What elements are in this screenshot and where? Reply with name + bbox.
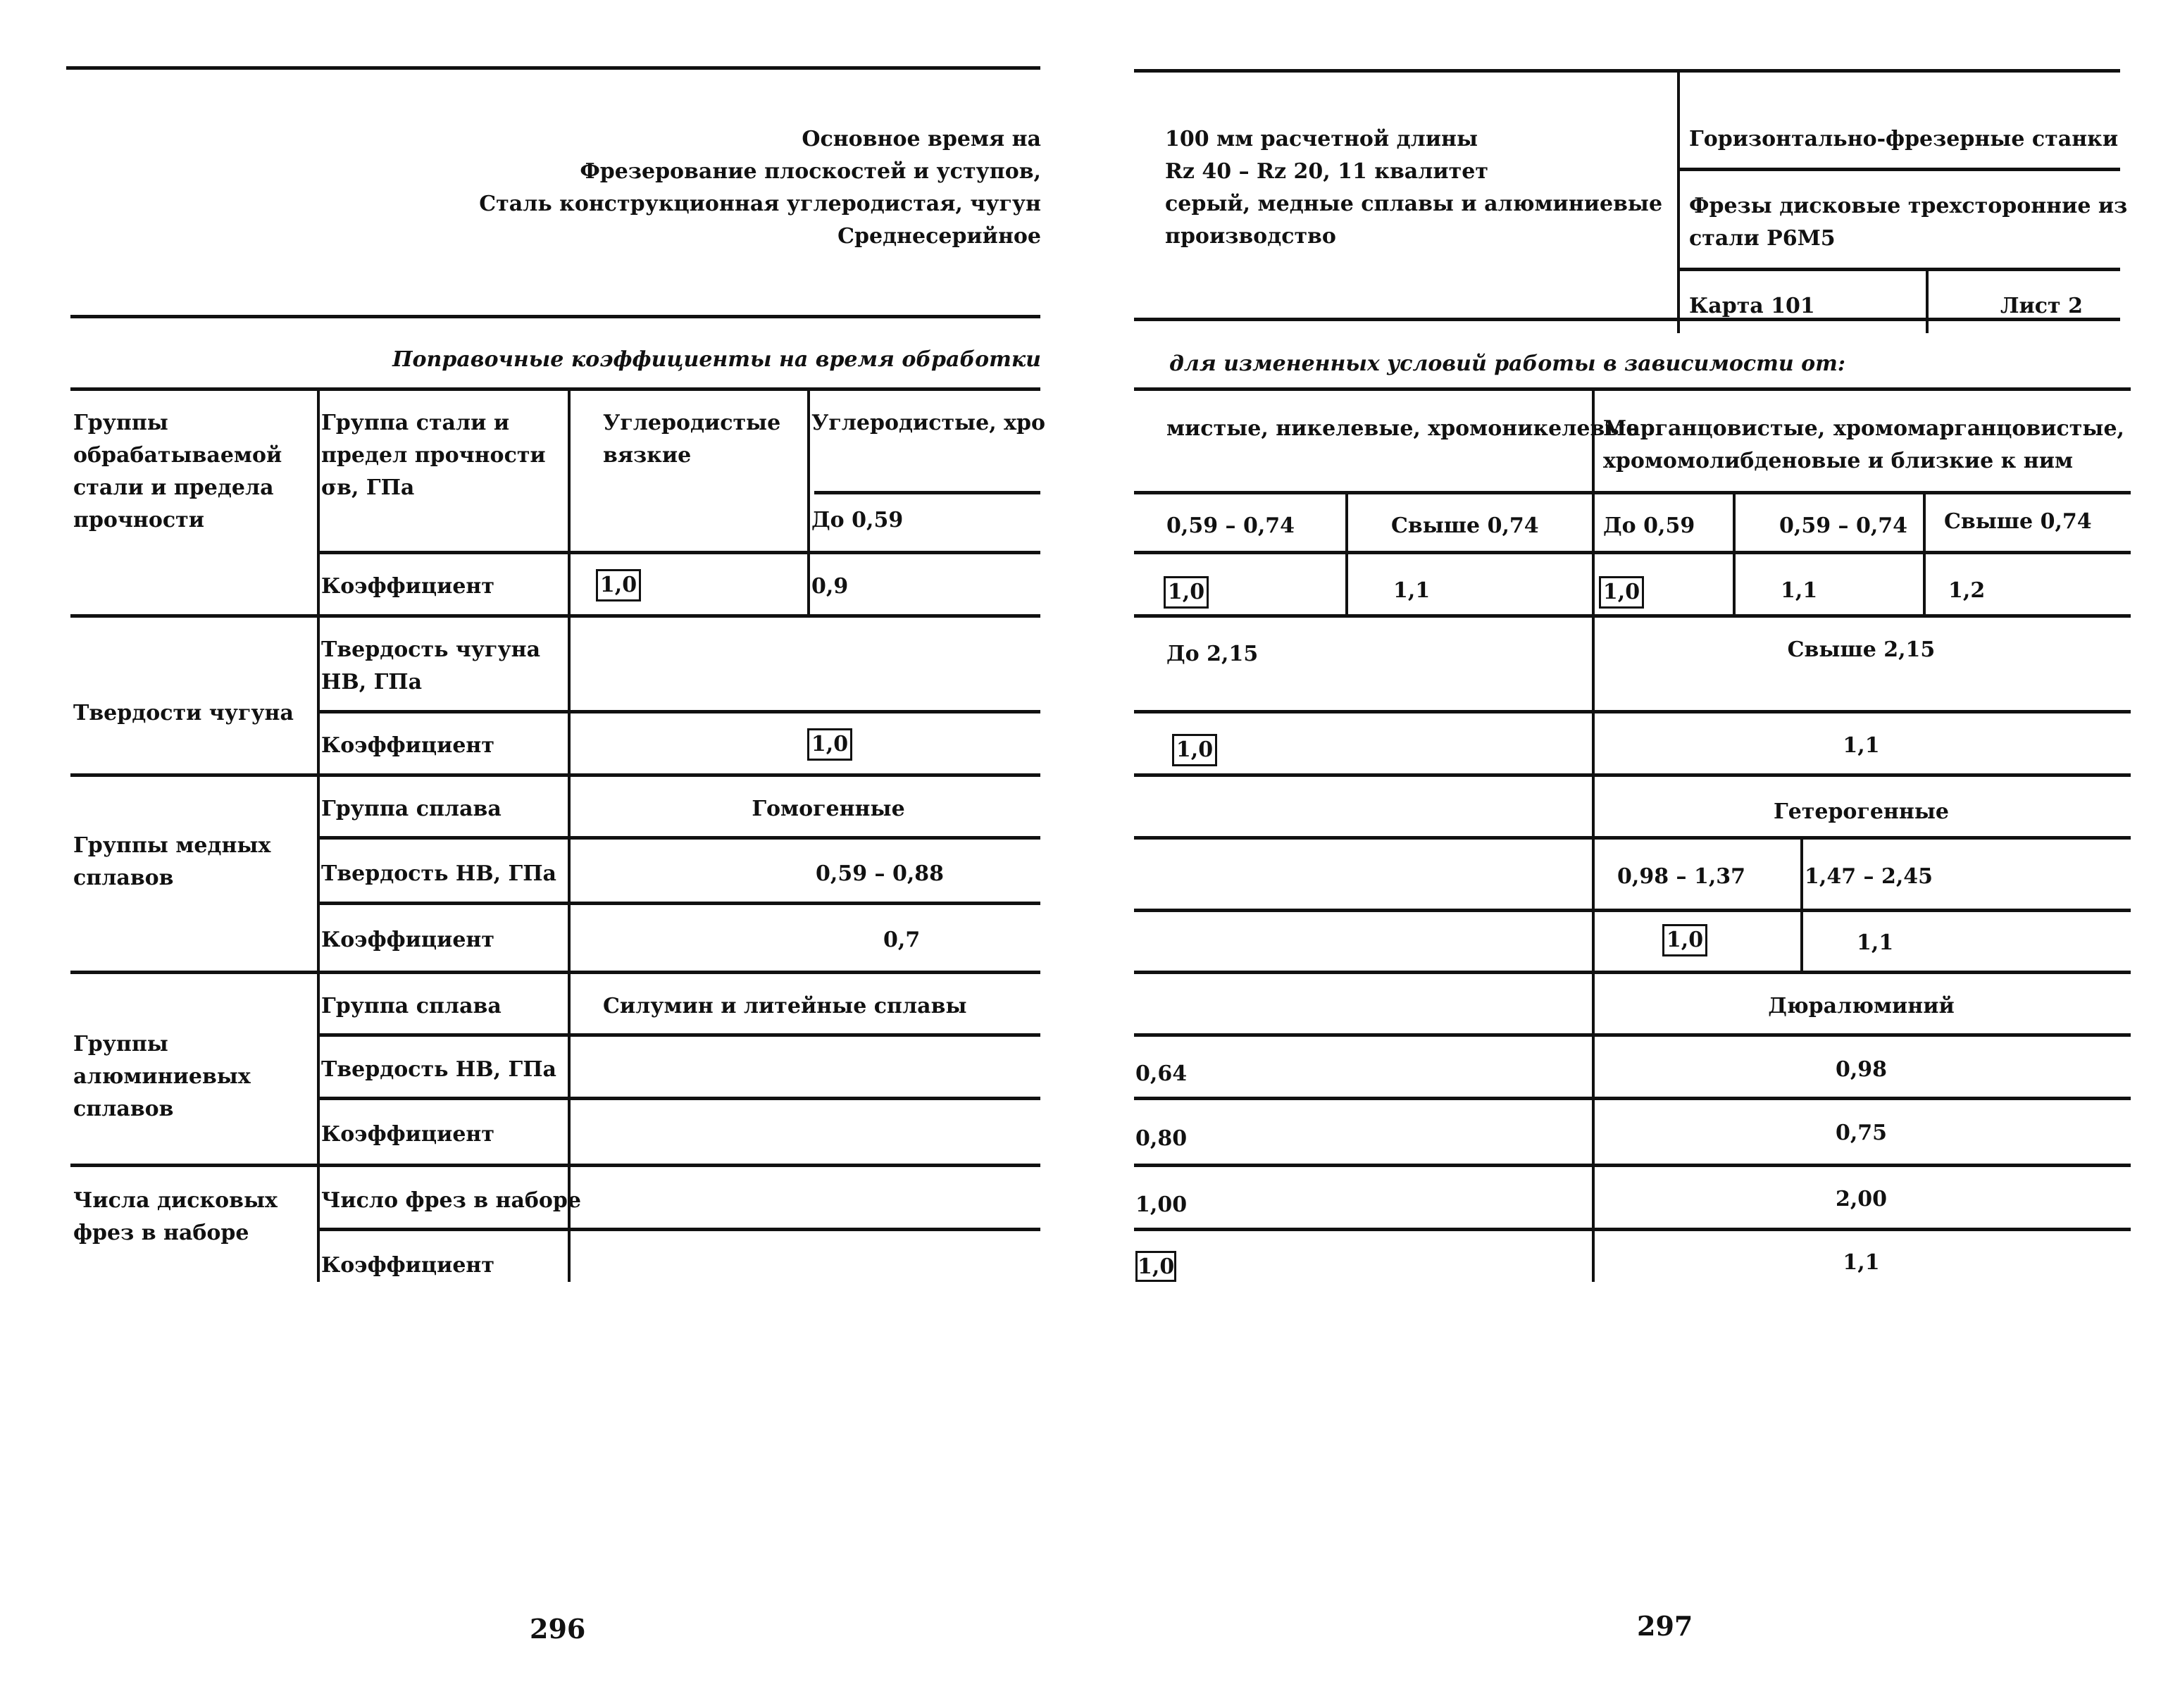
steel-group-label: Группы обрабатываемой стали и предела прочности <box>73 411 282 532</box>
rule <box>1800 836 1803 971</box>
coef-label: Коэффициент <box>321 1253 494 1278</box>
steel-range: Свыше 0,74 <box>1944 509 2092 534</box>
rule <box>1677 69 1680 333</box>
steel-range: 0,59 – 0,74 <box>1779 513 1908 538</box>
rule <box>66 66 1040 70</box>
steel-param-label: Группа стали и предел прочности σв, ГПа <box>321 411 546 500</box>
header-line: 100 мм расчетной длины <box>1165 127 1478 151</box>
header-line: Основное время на <box>802 127 1041 151</box>
rule <box>1134 69 2120 73</box>
coef-label: Коэффициент <box>321 1122 494 1147</box>
rule <box>1134 1228 2131 1231</box>
aluminum-silumin: Силумин и литейные сплавы <box>603 994 967 1018</box>
steel-coef: 0,9 <box>811 574 849 599</box>
rule <box>1134 836 2131 840</box>
machine-type: Горизонтально-фрезерные станки <box>1689 127 2119 151</box>
coef-label: Коэффициент <box>321 928 494 952</box>
caption-left: Поправочные коэффициенты на время обработки <box>392 347 1041 372</box>
rule <box>317 902 1040 905</box>
rule <box>70 1164 1040 1167</box>
rule <box>1134 1033 2131 1037</box>
aluminum-duralumin: Дюралюминий <box>1768 994 1955 1018</box>
aluminum-group-label: Группы алюминиевых сплавов <box>73 1032 251 1121</box>
iron-coef: 1,1 <box>1843 733 1880 758</box>
copper-alloy-label: Группа сплава <box>321 797 502 821</box>
boxed-coef: 1,0 <box>1172 734 1217 766</box>
rule <box>1134 710 2131 713</box>
rule <box>1134 1097 2131 1100</box>
caption-right: для измененных условий работы в зависимости от: <box>1169 351 1845 376</box>
iron-range: До 2,15 <box>1166 642 1259 666</box>
rule <box>70 387 1040 391</box>
coef-label: Коэффициент <box>321 733 494 758</box>
rule <box>807 387 810 614</box>
rule <box>317 710 1040 713</box>
rule <box>1134 1164 2131 1167</box>
manganese-label: Марганцовистые, хромомарганцовистые, хромомолибденовые и близкие к ним <box>1603 416 2124 473</box>
copper-coef: 1,1 <box>1857 930 1894 955</box>
rule <box>1733 491 1736 614</box>
cutters-count: 2,00 <box>1835 1187 1888 1211</box>
aluminum-hardness: 0,98 <box>1835 1057 1888 1082</box>
carbon-chrome-label: Углеродистые, хро <box>811 411 1045 435</box>
header-line: Сталь конструкционная углеродистая, чугун <box>479 192 1041 216</box>
rule <box>70 614 1040 618</box>
page-number: 297 <box>1637 1610 1693 1642</box>
copper-hardness-label: Твердость НВ, ГПа <box>321 861 556 886</box>
rule <box>1923 491 1926 614</box>
card-number: Карта 101 <box>1689 294 1815 318</box>
header-line: Rz 40 – Rz 20, 11 квалитет <box>1165 159 1488 184</box>
header-line: производство <box>1165 224 1336 249</box>
boxed-coef: 1,0 <box>596 569 641 601</box>
copper-hardness: 0,98 – 1,37 <box>1617 864 1746 889</box>
rule <box>70 971 1040 974</box>
rule <box>70 315 1040 318</box>
rule <box>317 551 1040 554</box>
steel-coef: 1,1 <box>1781 578 1818 603</box>
steel-range: До 0,59 <box>811 508 904 532</box>
rule <box>1677 268 2120 271</box>
copper-heterogeneous: Гетерогенные <box>1773 799 1949 824</box>
rule <box>1134 551 2131 554</box>
rule <box>70 773 1040 777</box>
cutters-count-label: Число фрез в наборе <box>321 1188 581 1213</box>
rule <box>1677 168 2120 171</box>
rule <box>1926 268 1929 333</box>
rule <box>1134 387 2131 391</box>
coef-label: Коэффициент <box>321 574 494 599</box>
iron-param-label: Твердость чугуна НВ, ГПа <box>321 637 541 694</box>
cutters-count: 1,00 <box>1135 1192 1188 1217</box>
rule <box>1134 773 2131 777</box>
boxed-coef: 1,0 <box>1662 924 1707 956</box>
rule <box>1134 614 2131 618</box>
rule <box>1134 491 2131 494</box>
rule <box>317 836 1040 840</box>
steel-range: 0,59 – 0,74 <box>1166 513 1295 538</box>
boxed-coef: 1,0 <box>1135 1251 1176 1282</box>
header-line: серый, медные сплавы и алюминиевые <box>1165 192 1663 216</box>
boxed-coef: 1,0 <box>1599 576 1644 609</box>
aluminum-hardness: 0,64 <box>1135 1061 1188 1086</box>
aluminum-coef: 0,80 <box>1135 1126 1188 1151</box>
carbon-viscous-label: Углеродистые вязкие <box>603 411 781 468</box>
copper-coef: 0,7 <box>883 928 921 952</box>
copper-hardness: 0,59 – 0,88 <box>816 861 945 886</box>
header-line: Фрезерование плоскостей и уступов, <box>580 159 1041 184</box>
aluminum-alloy-label: Группа сплава <box>321 994 502 1018</box>
cutters-group-label: Числа дисковых фрез в наборе <box>73 1188 278 1245</box>
copper-homogeneous: Гомогенные <box>752 797 905 821</box>
rule <box>317 1033 1040 1037</box>
rule <box>1134 909 2131 912</box>
boxed-coef: 1,0 <box>1164 576 1209 609</box>
sheet-number: Лист 2 <box>2000 294 2083 318</box>
iron-range: Свыше 2,15 <box>1787 637 1936 662</box>
rule <box>317 1228 1040 1231</box>
rule <box>1134 318 2120 321</box>
steel-range: Свыше 0,74 <box>1391 513 1539 538</box>
cutters-coef: 1,1 <box>1843 1250 1880 1275</box>
tool-line: стали Р6М5 <box>1689 226 1836 251</box>
header-line: Среднесерийное <box>837 224 1041 249</box>
steel-range: До 0,59 <box>1603 513 1695 538</box>
rule <box>814 491 1040 494</box>
rule <box>317 1097 1040 1100</box>
steel-coef: 1,1 <box>1393 578 1431 603</box>
iron-group-label: Твердости чугуна <box>73 701 294 725</box>
rule <box>317 387 320 1282</box>
copper-hardness: 1,47 – 2,45 <box>1805 864 1933 889</box>
boxed-coef: 1,0 <box>807 728 852 761</box>
rule <box>1134 971 2131 974</box>
rule <box>1345 491 1348 614</box>
aluminum-hardness-label: Твердость НВ, ГПа <box>321 1057 556 1082</box>
rule <box>568 387 571 1282</box>
steel-coef: 1,2 <box>1948 578 1986 603</box>
carbon-chrome-cont: мистые, никелевые, хромоникелевые <box>1166 416 1640 441</box>
tool-line: Фрезы дисковые трехсторонние из <box>1689 194 2128 218</box>
copper-group-label: Группы медных сплавов <box>73 833 271 890</box>
aluminum-coef: 0,75 <box>1835 1121 1888 1145</box>
page-number: 296 <box>530 1613 586 1645</box>
